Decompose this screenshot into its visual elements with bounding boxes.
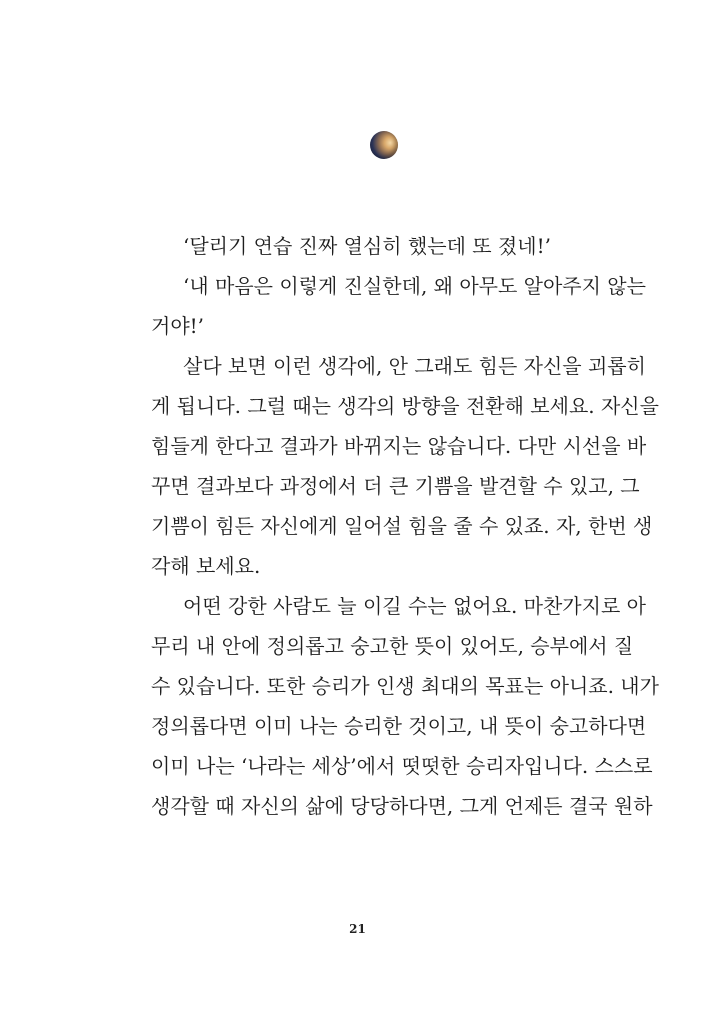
text-line: 꾸면 결과보다 과정에서 더 큰 기쁨을 발견할 수 있고, 그 <box>151 474 640 498</box>
text-line: 힘들게 한다고 결과가 바뀌지는 않습니다. 다만 시선을 바 <box>151 434 647 458</box>
text-line: ‘달리기 연습 진짜 열심히 했는데 또 졌네!’ <box>183 234 552 258</box>
page-number: 21 <box>349 922 366 936</box>
text-line: 이미 나는 ‘나라는 세상’에서 떳떳한 승리자입니다. 스스로 <box>151 754 653 778</box>
body-text <box>151 226 659 826</box>
text-line: 기쁨이 힘든 자신에게 일어설 힘을 줄 수 있죠. 자, 한번 생 <box>151 514 653 538</box>
text-line: 수 있습니다. 또한 승리가 인생 최대의 목표는 아니죠. 내가 <box>151 674 659 698</box>
text-line: ‘내 마음은 이렇게 진실한데, 왜 아무도 알아주지 않는 <box>183 274 646 298</box>
text-line: 거야!’ <box>151 314 205 338</box>
text-line: 살다 보면 이런 생각에, 안 그래도 힘든 자신을 괴롭히 <box>183 354 646 378</box>
text-line: 생각할 때 자신의 삶에 당당하다면, 그게 언제든 결국 원하 <box>151 794 653 818</box>
text-line: 무리 내 안에 정의롭고 숭고한 뜻이 있어도, 승부에서 질 <box>151 634 634 658</box>
text-line: 게 됩니다. 그럴 때는 생각의 방향을 전환해 보세요. 자신을 <box>151 394 659 418</box>
text-line: 각해 보세요. <box>151 554 261 578</box>
moon-icon <box>370 131 398 159</box>
text-line: 정의롭다면 이미 나는 승리한 것이고, 내 뜻이 숭고하다면 <box>151 714 647 738</box>
text-line: 어떤 강한 사람도 늘 이길 수는 없어요. 마찬가지로 아 <box>183 594 646 618</box>
